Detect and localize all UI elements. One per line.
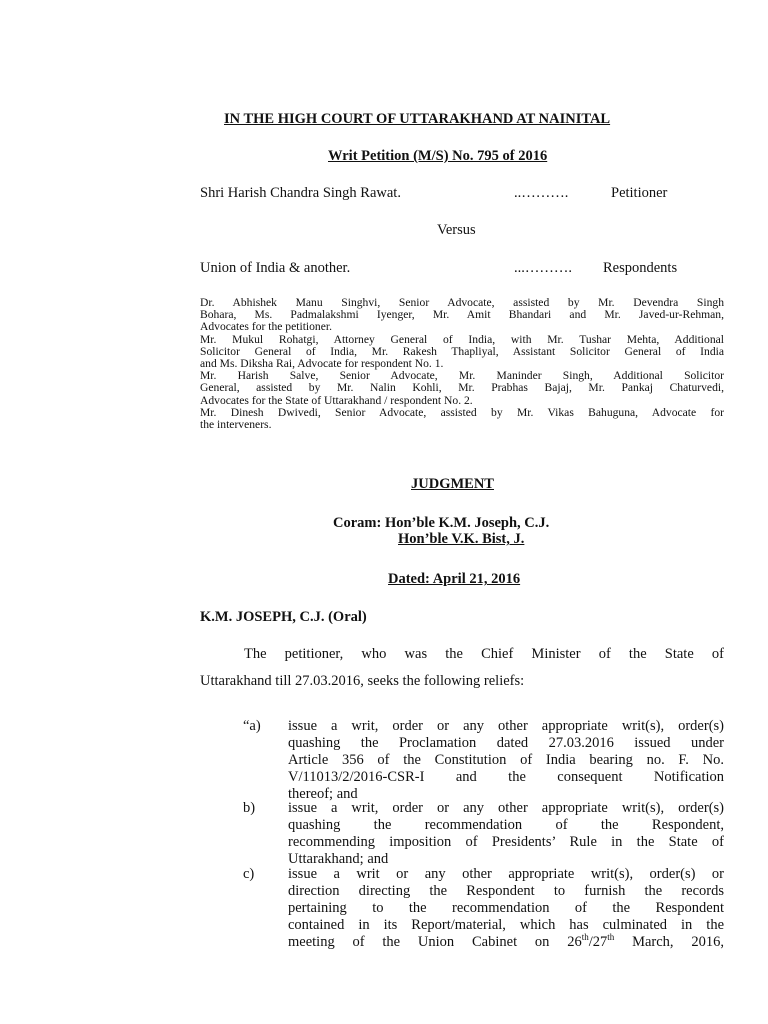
coram-line-2: Hon’ble V.K. Bist, J.	[398, 531, 525, 547]
counsel-interveners: Mr. Dinesh Dwivedi, Senior Advocate, assisted by Mr. Vikas Bahuguna, Advocate for the interveners.	[200, 405, 724, 432]
case-number: Writ Petition (M/S) No. 795 of 2016	[328, 148, 548, 164]
intro-paragraph: The petitioner, who was the Chief Minister of the State of Uttarakhand till 27.03.2016, seeks the following reliefs:	[200, 646, 724, 689]
respondent-name: Union of India & another.	[200, 260, 351, 276]
counsel-petitioner: Dr. Abhishek Manu Singhvi, Senior Advocate, assisted by Mr. Devendra Singh Bohara, Ms. Padmalakshmi Iyenger, Mr. Amit Bhandari and Mr. Javed-ur-Rehman, Advocates for the petitioner.	[200, 296, 724, 334]
counsel-respondent-1: Mr. Mukul Rohatgi, Attorney General of India, with Mr. Tushar Mehta, Additional Solicitor General of India, Mr. Rakesh Thapliyal, Assistant Solicitor General of India and Ms. Diksha Rai, Advocate for respondent No. 1.	[200, 332, 724, 371]
court-title: IN THE HIGH COURT OF UTTARAKHAND AT NAINITAL	[224, 111, 611, 127]
petitioner-name: Shri Harish Chandra Singh Rawat.	[200, 185, 401, 201]
petitioner-dots: ..……….	[514, 185, 569, 201]
relief-a-text: issue a writ, order or any other appropriate writ(s), order(s) quashing the Proclamation dated 27.03.2016 issued under Article 356 of the Constitution of India bearing no. F. No. V/11013/2/2016-CSR-I and the consequent Notification thereof; and	[288, 718, 724, 802]
respondent-role: Respondents	[603, 260, 678, 276]
relief-c-label: c)	[243, 866, 255, 882]
judgment-heading: JUDGMENT	[411, 476, 494, 492]
relief-c-last-line: meeting of the Union Cabinet on 26th/27th March, 2016,	[288, 932, 724, 950]
relief-b-text: issue a writ, order or any other appropriate writ(s), order(s) quashing the recommendation of the Respondent, recommending imposition of Presidents’ Rule in the State of Uttarakhand; and	[288, 800, 724, 867]
relief-b-label: b)	[243, 800, 256, 816]
relief-a-label: “a)	[243, 718, 261, 734]
respondent-dots: ...……….	[514, 260, 572, 276]
author-line: K.M. JOSEPH, C.J. (Oral)	[200, 609, 367, 625]
petitioner-role: Petitioner	[611, 185, 668, 201]
versus-label: Versus	[437, 222, 476, 238]
counsel-respondent-2: Mr. Harish Salve, Senior Advocate, Mr. Maninder Singh, Additional Solicitor General, assisted by Mr. Nalin Kohli, Mr. Prabhas Bajaj, Mr. Pankaj Chaturvedi, Advocates for the State of Uttarakhand / respondent No. 2.	[200, 369, 724, 407]
coram-line-1: Coram: Hon’ble K.M. Joseph, C.J.	[333, 515, 550, 531]
counsel-list	[200, 297, 724, 431]
dated-line: Dated: April 21, 2016	[388, 571, 521, 587]
relief-c-text: issue a writ or any other appropriate writ(s), order(s) or direction directing the Respondent to furnish the records pertaining to the recommendation of the Respondent contained in its Report/material, which has culminated in the meeting of the Union Cabinet on 26th/27th March, 2016,	[288, 866, 724, 950]
